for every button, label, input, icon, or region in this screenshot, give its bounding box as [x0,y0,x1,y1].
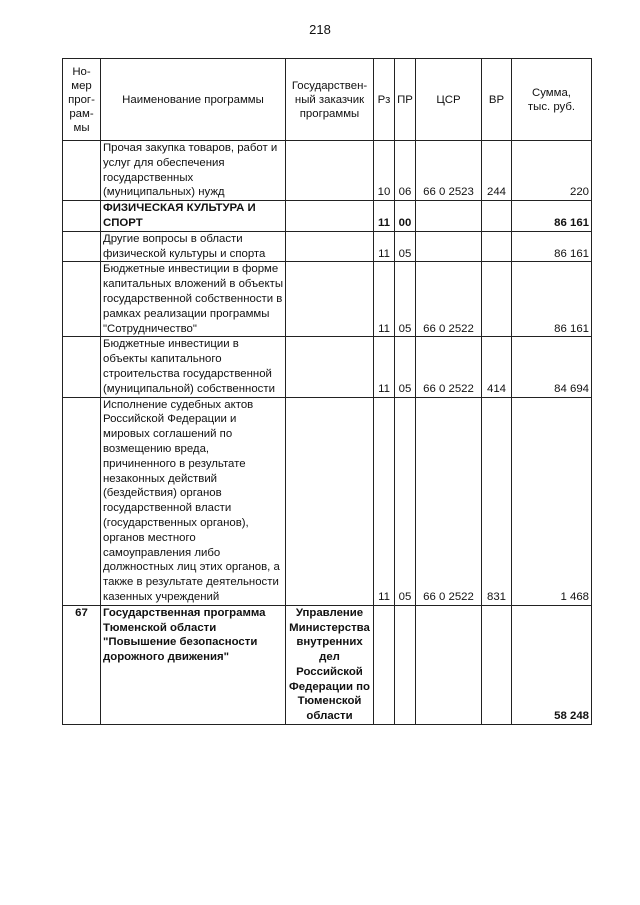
table-row [63,605,592,724]
pr-code: 05 [395,397,416,605]
program-number [63,201,101,232]
program-number [63,337,101,397]
program-name: Государственная программа Тюменской области "Повышение безопасности дорожного движения" [101,605,286,724]
table-row [63,337,592,397]
rz-code: 11 [374,201,395,232]
table-row [63,141,592,201]
program-name: Другие вопросы в области физической культуры и спорта [101,231,286,262]
rz-code: 11 [374,337,395,397]
table-row [63,397,592,605]
program-name: ФИЗИЧЕСКАЯ КУЛЬТУРА И СПОРТ [101,201,286,232]
rz-code [374,605,395,724]
pr-code: 00 [395,201,416,232]
pr-code: 05 [395,262,416,337]
csr-code: 66 0 2522 [416,262,482,337]
header-csr: ЦСР [416,59,482,141]
header-name: Наименование программы [101,59,286,141]
program-number: 67 [63,605,101,724]
csr-code [416,231,482,262]
sum-value: 1 468 [512,397,592,605]
csr-code: 66 0 2522 [416,337,482,397]
pr-code [395,605,416,724]
program-customer: Управление Министерства внутренних дел Российской Федерации по Тюменской области [286,605,374,724]
table-header-row [63,59,592,141]
table-row [63,262,592,337]
vr-code [482,201,512,232]
sum-value: 86 161 [512,262,592,337]
program-customer [286,201,374,232]
program-name: Прочая закупка товаров, работ и услуг для обеспечения государственных (муниципальных) нужд [101,141,286,201]
header-vr: ВР [482,59,512,141]
program-customer [286,231,374,262]
budget-programs-table [62,58,592,725]
pr-code: 05 [395,231,416,262]
rz-code: 11 [374,262,395,337]
vr-code [482,231,512,262]
program-customer [286,141,374,201]
program-name: Исполнение судебных актов Российской Федерации и мировых соглашений по возмещению вреда, причиненного в результате незаконных действий (бездействия) органов государственной власти (государственных органов), органов местного самоуправления либо должностных лиц этих органов, а также в результате деятельности казенных учреждений [101,397,286,605]
table-row [63,201,592,232]
header-pr: ПР [395,59,416,141]
header-customer: Государствен- ный заказчик программы [286,59,374,141]
program-number [63,141,101,201]
program-customer [286,262,374,337]
program-customer [286,337,374,397]
csr-code: 66 0 2523 [416,141,482,201]
csr-code [416,201,482,232]
sum-value: 86 161 [512,201,592,232]
csr-code: 66 0 2522 [416,397,482,605]
program-number [63,231,101,262]
table-row [63,231,592,262]
program-customer [286,397,374,605]
vr-code [482,605,512,724]
program-name: Бюджетные инвестиции в объекты капитального строительства государственной (муниципальной) собственности [101,337,286,397]
csr-code [416,605,482,724]
pr-code: 06 [395,141,416,201]
vr-code [482,262,512,337]
sum-value: 86 161 [512,231,592,262]
rz-code: 10 [374,141,395,201]
header-rz: Рз [374,59,395,141]
sum-value: 84 694 [512,337,592,397]
program-number [63,262,101,337]
program-number [63,397,101,605]
sum-value: 58 248 [512,605,592,724]
vr-code: 414 [482,337,512,397]
rz-code: 11 [374,397,395,605]
sum-value: 220 [512,141,592,201]
pr-code: 05 [395,337,416,397]
vr-code: 831 [482,397,512,605]
vr-code: 244 [482,141,512,201]
header-number: Но- мер прог- рам- мы [63,59,101,141]
page-number: 218 [309,22,331,37]
program-name: Бюджетные инвестиции в форме капитальных вложений в объекты государственной собственности в рамках реализации программы "Сотрудничество" [101,262,286,337]
header-sum: Сумма, тыс. руб. [512,59,592,141]
rz-code: 11 [374,231,395,262]
